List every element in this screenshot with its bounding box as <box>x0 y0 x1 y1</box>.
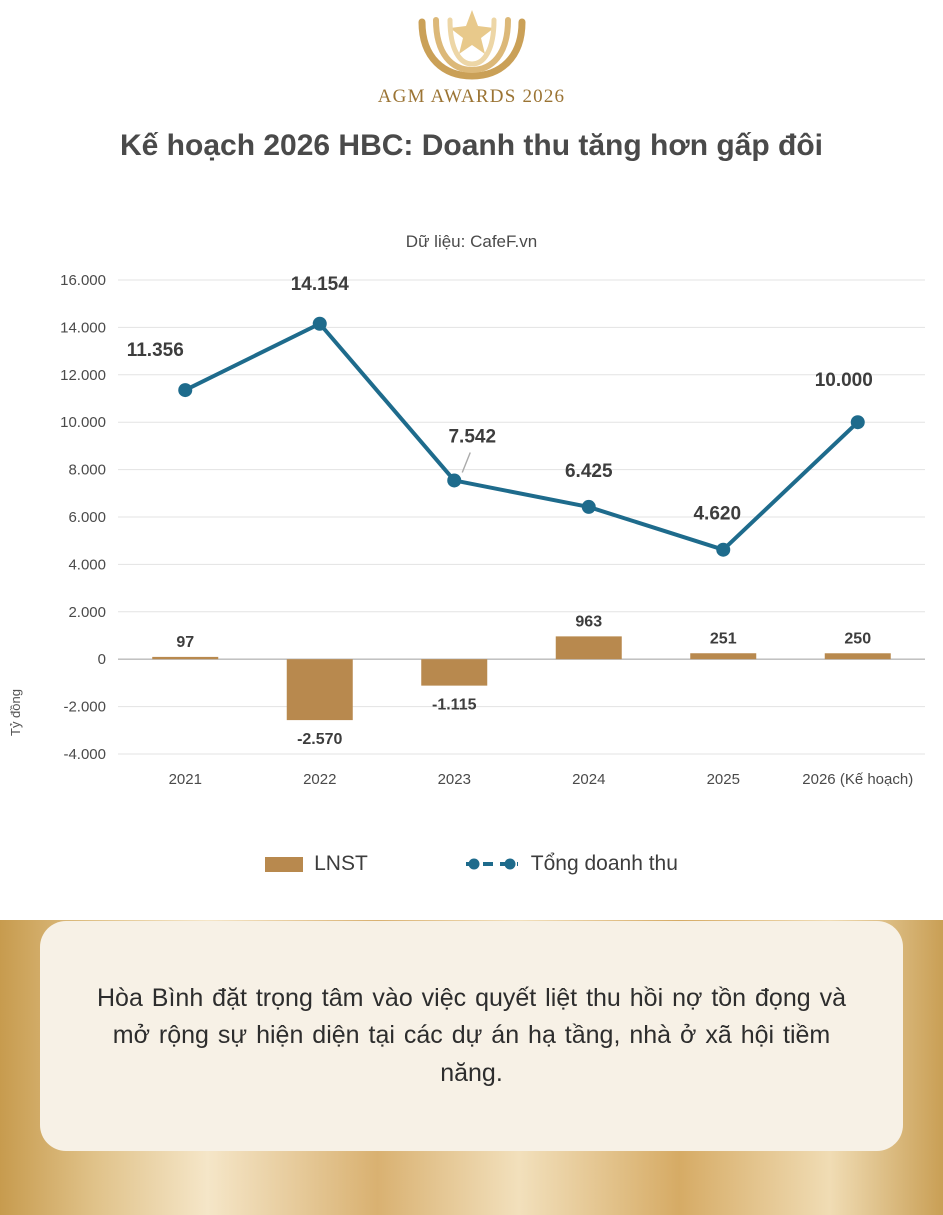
x-tick-label: 2026 (Kế hoạch) <box>802 771 914 788</box>
y-tick-label: 0 <box>97 651 106 669</box>
y-tick-label: 6.000 <box>68 509 106 526</box>
line-marker <box>447 473 461 487</box>
page-title: Kế hoạch 2026 HBC: Doanh thu tăng hơn gấp đôi <box>119 129 824 162</box>
x-tick-label: 2024 <box>572 771 606 788</box>
y-tick-label: 8.000 <box>68 461 106 479</box>
bar <box>152 657 218 659</box>
line-marker <box>313 317 327 331</box>
y-tick-label: 14.000 <box>60 319 106 337</box>
bar <box>556 636 622 659</box>
line-marker <box>582 500 596 514</box>
logo-text: AGM AWARDS 2026 <box>377 86 566 107</box>
bar-value-label: -1.115 <box>432 696 477 714</box>
legend-label: Tổng doanh thu <box>530 852 678 875</box>
y-tick-label: 16.000 <box>60 272 106 289</box>
footer-caption-card <box>40 921 903 1151</box>
bar-value-label: -2.570 <box>297 731 343 749</box>
y-tick-label: 12.000 <box>60 366 106 384</box>
line-marker <box>716 543 730 557</box>
revenue-line <box>185 324 858 550</box>
y-tick-label: 4.000 <box>68 556 106 574</box>
line-marker <box>178 383 192 397</box>
legend-item-revenue[interactable] <box>464 852 678 876</box>
line-value-label: 6.425 <box>564 460 613 482</box>
legend-item-lnst[interactable] <box>265 852 368 876</box>
line-value-label: 4.620 <box>693 503 742 525</box>
bar-value-label: 97 <box>176 633 195 651</box>
x-tick-label: 2022 <box>303 771 337 788</box>
y-tick-label: -2.000 <box>63 698 106 716</box>
line-value-label: 11.356 <box>126 340 184 362</box>
bar-value-label: 251 <box>709 630 737 648</box>
x-tick-label: 2021 <box>168 771 202 788</box>
footer-caption: Hòa Bình đặt trọng tâm vào việc quyết liệt thu hồi nợ tồn đọng và mở rộng sự hiện diện tại các dự án hạ tầng, nhà ở xã hội tiềm năng. <box>96 983 846 1087</box>
x-tick-label: 2023 <box>437 771 471 788</box>
y-tick-label: -4.000 <box>63 746 106 763</box>
combo-chart <box>0 266 943 796</box>
bar-value-label: 963 <box>575 613 603 631</box>
bar-value-label: 250 <box>844 630 872 648</box>
chart-container <box>0 266 943 796</box>
agm-laurel-icon <box>392 6 552 84</box>
bar <box>287 659 353 720</box>
y-axis-label: Tỷ đồng <box>8 689 23 736</box>
legend-bar-swatch-icon <box>265 857 303 872</box>
bar <box>690 653 756 659</box>
bar <box>825 653 891 659</box>
line-value-label: 7.542 <box>448 426 497 448</box>
legend-label: LNST <box>314 852 368 875</box>
x-tick-label: 2025 <box>706 771 740 788</box>
line-value-label: 10.000 <box>814 370 873 392</box>
chart-legend <box>0 852 943 876</box>
line-value-label: 14.154 <box>290 273 349 295</box>
bar <box>421 659 487 685</box>
y-tick-label: 2.000 <box>68 603 106 621</box>
page-subtitle: Dữ liệu: CafeF.vn <box>405 232 538 251</box>
line-marker <box>851 415 865 429</box>
y-tick-label: 10.000 <box>60 414 106 432</box>
legend-line-dot-icon <box>464 855 520 873</box>
brand-logo <box>0 6 943 108</box>
